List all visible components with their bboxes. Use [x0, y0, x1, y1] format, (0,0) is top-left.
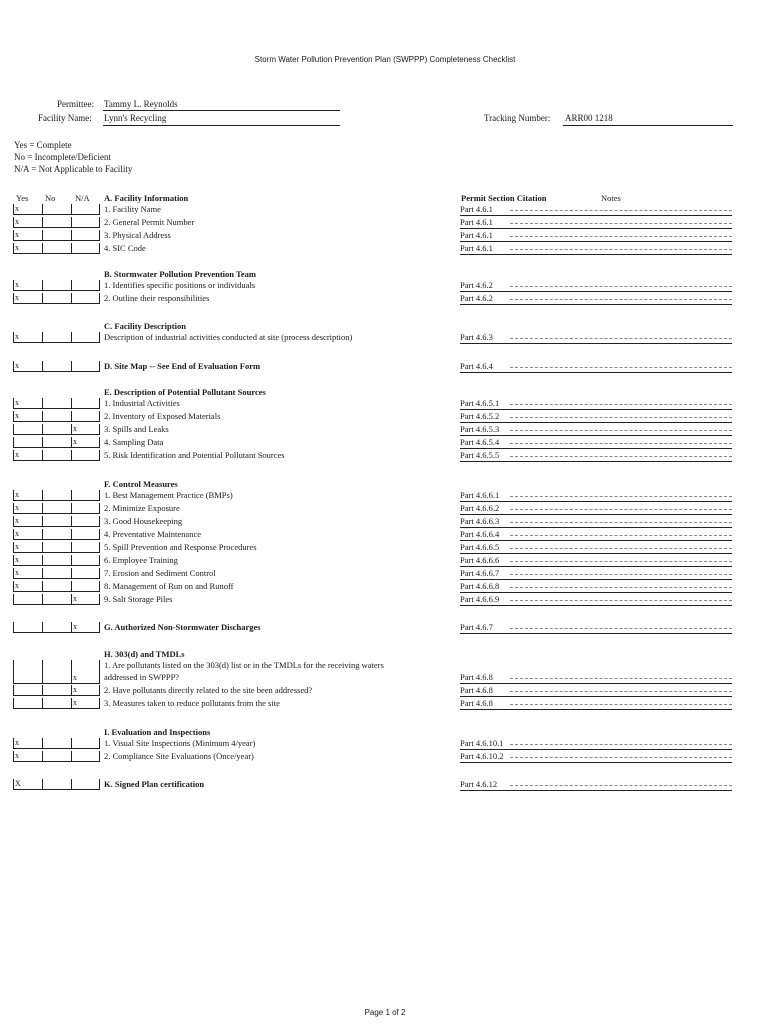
checkbox-no[interactable] — [42, 243, 71, 254]
permit-citation: Part 4.6.5.2 — [460, 411, 500, 421]
permit-citation: Part 4.6.10.1 — [460, 738, 504, 748]
checklist-item-label: 2. Compliance Site Evaluations (Once/year) — [104, 751, 254, 761]
permit-citation: Part 4.6.2 — [460, 280, 493, 290]
permit-citation: Part 4.6.5.1 — [460, 398, 500, 408]
section-title: E. Description of Potential Pollutant Sources — [104, 387, 266, 397]
checkbox-yes[interactable]: x — [13, 293, 42, 304]
checkbox-no[interactable] — [42, 424, 71, 435]
checkbox-yes[interactable]: x — [13, 555, 42, 566]
facility-value[interactable]: Lynn's Recycling — [104, 113, 167, 123]
notes-field[interactable] — [510, 561, 732, 562]
checkbox-yes[interactable]: x — [13, 411, 42, 422]
citation-underline — [460, 409, 732, 410]
section-title: I. Evaluation and Inspections — [104, 727, 211, 737]
checkbox-yes[interactable]: x — [13, 516, 42, 527]
checklist-item-label: 2. Minimize Exposure — [104, 503, 180, 513]
notes-field[interactable] — [510, 600, 732, 601]
checkbox-na[interactable] — [71, 490, 100, 501]
checklist-item-label: 5. Spill Prevention and Response Procedures — [104, 542, 257, 552]
citation-underline — [460, 527, 732, 528]
permit-citation: Part 4.6.10.2 — [460, 751, 504, 761]
checkbox-na[interactable]: x — [71, 698, 100, 709]
permit-citation: Part 4.6.1 — [460, 217, 493, 227]
notes-field[interactable] — [510, 236, 732, 237]
notes-field[interactable] — [510, 785, 732, 786]
citation-underline — [460, 633, 732, 634]
checklist-item-label: Description of industrial activities conducted at site (process description) — [104, 332, 353, 342]
checklist-item-label: 2. Inventory of Exposed Materials — [104, 411, 221, 421]
notes-field[interactable] — [510, 678, 732, 679]
checkbox-no[interactable] — [42, 779, 71, 790]
checkbox-na[interactable]: x — [71, 685, 100, 696]
checkbox-no[interactable] — [42, 503, 71, 514]
checkbox-yes[interactable]: x — [13, 568, 42, 579]
section-title: H. 303(d) and TMDLs — [104, 649, 185, 659]
checkbox-yes[interactable] — [13, 685, 42, 696]
citation-underline — [460, 448, 732, 449]
citation-underline — [460, 241, 732, 242]
checkbox-yes[interactable] — [13, 594, 42, 605]
checklist-item-label: 1. Are pollutants listed on the 303(d) list or in the TMDLs for the receiving waters — [104, 660, 384, 670]
checkbox-yes[interactable]: x — [13, 280, 42, 291]
checkbox-yes[interactable]: x — [13, 529, 42, 540]
notes-field[interactable] — [510, 223, 732, 224]
checklist-item-label: 1. Visual Site Inspections (Minimum 4/year) — [104, 738, 256, 748]
citation-underline — [460, 228, 732, 229]
checkbox-no[interactable] — [42, 542, 71, 553]
checkbox-na[interactable] — [71, 751, 100, 762]
section-title: A. Facility Information — [104, 193, 189, 203]
facility-line — [103, 125, 340, 126]
checkbox-na[interactable] — [71, 230, 100, 241]
notes-field[interactable] — [510, 367, 732, 368]
permit-citation: Part 4.6.1 — [460, 204, 493, 214]
citation-underline — [460, 422, 732, 423]
section-title: C. Facility Description — [104, 321, 186, 331]
checklist-item-label: 6. Employee Training — [104, 555, 178, 565]
citation-underline — [460, 501, 732, 502]
notes-field[interactable] — [510, 628, 732, 629]
checklist-item-label: 3. Physical Address — [104, 230, 171, 240]
notes-field[interactable] — [510, 286, 732, 287]
citation-underline — [460, 683, 732, 684]
legend-no: No = Incomplete/Deficient — [14, 152, 112, 162]
notes-field[interactable] — [510, 535, 732, 536]
checkbox-no[interactable] — [42, 738, 71, 749]
permit-citation: Part 4.6.1 — [460, 230, 493, 240]
checkbox-na[interactable] — [71, 555, 100, 566]
checkbox-yes[interactable]: x — [13, 738, 42, 749]
checkbox-yes[interactable]: X — [13, 779, 42, 790]
checkbox-yes[interactable] — [13, 698, 42, 709]
checkbox-na[interactable]: x — [71, 622, 100, 633]
citation-underline — [460, 579, 732, 580]
checkbox-no[interactable] — [42, 411, 71, 422]
checkbox-no[interactable] — [42, 490, 71, 501]
checklist-item-label: 9. Salt Storage Piles — [104, 594, 173, 604]
legend-yes: Yes = Complete — [14, 140, 72, 150]
notes-field[interactable] — [510, 574, 732, 575]
permit-citation: Part 4.6.6.8 — [460, 581, 500, 591]
column-citation: Permit Section Citation — [461, 193, 547, 203]
checkbox-yes[interactable]: x — [13, 490, 42, 501]
checklist-item-label: 5. Risk Identification and Potential Pollutant Sources — [104, 450, 285, 460]
notes-field[interactable] — [510, 587, 732, 588]
checklist-item-label: 3. Measures taken to reduce pollutants from the site — [104, 698, 280, 708]
checkbox-yes[interactable]: x — [13, 751, 42, 762]
permit-citation: Part 4.6.4 — [460, 361, 493, 371]
citation-underline — [460, 749, 732, 750]
checkbox-na[interactable] — [71, 516, 100, 527]
notes-field[interactable] — [510, 548, 732, 549]
checkbox-no[interactable] — [42, 361, 71, 372]
checkbox-na[interactable]: x — [71, 660, 100, 684]
notes-field[interactable] — [510, 430, 732, 431]
checklist-item-label: 4. Sampling Data — [104, 437, 164, 447]
checkbox-yes[interactable]: x — [13, 332, 42, 343]
checkbox-na[interactable] — [71, 332, 100, 343]
checkbox-no[interactable] — [42, 594, 71, 605]
notes-field[interactable] — [510, 249, 732, 250]
checkbox-na[interactable] — [71, 204, 100, 215]
checkbox-yes[interactable]: x — [13, 450, 42, 461]
checkbox-no[interactable] — [42, 581, 71, 592]
checkbox-na[interactable] — [71, 361, 100, 372]
checkbox-na[interactable] — [71, 450, 100, 461]
notes-field[interactable] — [510, 496, 732, 497]
notes-field[interactable] — [510, 704, 732, 705]
citation-underline — [460, 304, 732, 305]
checkbox-no[interactable] — [42, 280, 71, 291]
citation-underline — [460, 696, 732, 697]
permit-citation: Part 4.6.5.5 — [460, 450, 500, 460]
notes-field[interactable] — [510, 757, 732, 758]
section-title: G. Authorized Non-Stormwater Discharges — [104, 622, 261, 632]
checkbox-na[interactable] — [71, 738, 100, 749]
checkbox-yes[interactable]: x — [13, 398, 42, 409]
checkbox-yes[interactable]: x — [13, 503, 42, 514]
checkbox-no[interactable] — [42, 660, 71, 684]
column-no: No — [45, 193, 56, 203]
checkbox-no[interactable] — [42, 398, 71, 409]
citation-underline — [460, 566, 732, 567]
checkbox-no[interactable] — [42, 293, 71, 304]
checkbox-na[interactable] — [71, 581, 100, 592]
checklist-item-label: 1. Best Management Practice (BMPs) — [104, 490, 233, 500]
notes-field[interactable] — [510, 744, 732, 745]
permit-citation: Part 4.6.6.1 — [460, 490, 500, 500]
permit-citation: Part 4.6.1 — [460, 243, 493, 253]
notes-field[interactable] — [510, 509, 732, 510]
permit-citation: Part 4.6.6.2 — [460, 503, 500, 513]
citation-underline — [460, 540, 732, 541]
column-yes: Yes — [16, 193, 29, 203]
citation-underline — [460, 343, 732, 344]
checklist-item-label: 1. Facility Name — [104, 204, 161, 214]
checkbox-no[interactable] — [42, 516, 71, 527]
checkbox-na[interactable]: x — [71, 594, 100, 605]
permit-citation: Part 4.6.8 — [460, 698, 493, 708]
notes-field[interactable] — [510, 456, 732, 457]
checkbox-na[interactable] — [71, 568, 100, 579]
checkbox-na[interactable] — [71, 503, 100, 514]
checkbox-na[interactable]: x — [71, 437, 100, 448]
checklist-item-label-cont: addressed in SWPPP? — [104, 672, 180, 682]
citation-underline — [460, 605, 732, 606]
permit-citation: Part 4.6.6.4 — [460, 529, 500, 539]
permittee-label: Permittee: — [57, 99, 94, 109]
checklist-item-label: 4. SIC Code — [104, 243, 146, 253]
notes-field[interactable] — [510, 404, 732, 405]
permit-citation: Part 4.6.2 — [460, 293, 493, 303]
checklist-item-label: 1. Industrial Activities — [104, 398, 180, 408]
checklist-item-label: 3. Good Housekeeping — [104, 516, 183, 526]
citation-underline — [460, 592, 732, 593]
permit-citation: Part 4.6.7 — [460, 622, 493, 632]
checkbox-no[interactable] — [42, 529, 71, 540]
citation-underline — [460, 435, 732, 436]
checkbox-yes[interactable] — [13, 660, 42, 684]
checklist-item-label: 4. Preventative Maintenance — [104, 529, 202, 539]
permit-citation: Part 4.6.6.9 — [460, 594, 500, 604]
permit-citation: Part 4.6.6.3 — [460, 516, 500, 526]
checkbox-na[interactable]: x — [71, 424, 100, 435]
permit-citation: Part 4.6.8 — [460, 672, 493, 682]
checkbox-no[interactable] — [42, 332, 71, 343]
section-title: F. Control Measures — [104, 479, 178, 489]
checkbox-yes[interactable]: x — [13, 217, 42, 228]
citation-underline — [460, 790, 732, 791]
permit-citation: Part 4.6.6.5 — [460, 542, 500, 552]
tracking-line — [563, 125, 733, 126]
checkbox-na[interactable] — [71, 411, 100, 422]
document-title: Storm Water Pollution Prevention Plan (SWPPP) Completeness Checklist — [254, 55, 516, 64]
section-title: B. Stormwater Pollution Prevention Team — [104, 269, 256, 279]
checkbox-yes[interactable]: x — [13, 204, 42, 215]
citation-underline — [460, 372, 732, 373]
checkbox-na[interactable] — [71, 779, 100, 790]
checkbox-yes[interactable] — [13, 437, 42, 448]
checklist-item-label: 2. Have pollutants directly related to the site been addressed? — [104, 685, 313, 695]
section-title: K. Signed Plan certification — [104, 779, 205, 789]
checkbox-na[interactable] — [71, 542, 100, 553]
notes-field[interactable] — [510, 443, 732, 444]
checkbox-no[interactable] — [42, 698, 71, 709]
permit-citation: Part 4.6.5.4 — [460, 437, 500, 447]
checklist-item-label: 7. Erosion and Sediment Control — [104, 568, 216, 578]
checkbox-no[interactable] — [42, 685, 71, 696]
citation-underline — [460, 762, 732, 763]
checkbox-no[interactable] — [42, 204, 71, 215]
checkbox-yes[interactable] — [13, 424, 42, 435]
checkbox-yes[interactable]: x — [13, 230, 42, 241]
citation-underline — [460, 461, 732, 462]
permit-citation: Part 4.6.12 — [460, 779, 498, 789]
citation-underline — [460, 709, 732, 710]
checkbox-na[interactable] — [71, 217, 100, 228]
permittee-value[interactable]: Tammy L. Reynolds — [104, 99, 178, 109]
checkbox-no[interactable] — [42, 217, 71, 228]
citation-underline — [460, 514, 732, 515]
permit-citation: Part 4.6.5.3 — [460, 424, 500, 434]
notes-field[interactable] — [510, 338, 732, 339]
checklist-item-label: 8. Management of Run on and Runoff — [104, 581, 234, 591]
notes-field[interactable] — [510, 691, 732, 692]
checkbox-no[interactable] — [42, 555, 71, 566]
checklist-item-label: 3. Spills and Leaks — [104, 424, 169, 434]
checkbox-yes[interactable] — [13, 622, 42, 633]
checkbox-yes[interactable]: x — [13, 542, 42, 553]
citation-underline — [460, 254, 732, 255]
notes-field[interactable] — [510, 299, 732, 300]
section-title: D. Site Map -- See End of Evaluation Form — [104, 361, 261, 371]
checkbox-no[interactable] — [42, 568, 71, 579]
checkbox-no[interactable] — [42, 230, 71, 241]
citation-underline — [460, 553, 732, 554]
column-na: N/A — [75, 193, 90, 203]
citation-underline — [460, 215, 732, 216]
checkbox-na[interactable] — [71, 529, 100, 540]
permit-citation: Part 4.6.8 — [460, 685, 493, 695]
checkbox-yes[interactable]: x — [13, 361, 42, 372]
checkbox-no[interactable] — [42, 751, 71, 762]
tracking-value[interactable]: ARR00 1218 — [565, 113, 613, 123]
permit-citation: Part 4.6.6.7 — [460, 568, 500, 578]
column-notes: Notes — [601, 193, 621, 203]
page-footer: Page 1 of 2 — [364, 1008, 406, 1017]
permit-citation: Part 4.6.6.6 — [460, 555, 500, 565]
checkbox-na[interactable] — [71, 280, 100, 291]
checkbox-yes[interactable]: x — [13, 243, 42, 254]
checkbox-na[interactable] — [71, 398, 100, 409]
checkbox-na[interactable] — [71, 243, 100, 254]
checkbox-no[interactable] — [42, 622, 71, 633]
permit-citation: Part 4.6.3 — [460, 332, 493, 342]
checkbox-no[interactable] — [42, 437, 71, 448]
checkbox-no[interactable] — [42, 450, 71, 461]
checkbox-na[interactable] — [71, 293, 100, 304]
legend-na: N/A = Not Applicable to Facility — [14, 164, 133, 174]
permittee-line — [103, 110, 340, 111]
notes-field[interactable] — [510, 417, 732, 418]
legend — [14, 139, 132, 175]
tracking-label: Tracking Number: — [484, 113, 551, 123]
checklist-item-label: 1. Identifies specific positions or individuals — [104, 280, 256, 290]
checklist-item-label: 2. Outline their responsibilities — [104, 293, 210, 303]
checklist-item-label: 2. General Permit Number — [104, 217, 195, 227]
notes-field[interactable] — [510, 210, 732, 211]
citation-underline — [460, 291, 732, 292]
notes-field[interactable] — [510, 522, 732, 523]
checkbox-yes[interactable]: x — [13, 581, 42, 592]
facility-label: Facility Name: — [38, 113, 92, 123]
